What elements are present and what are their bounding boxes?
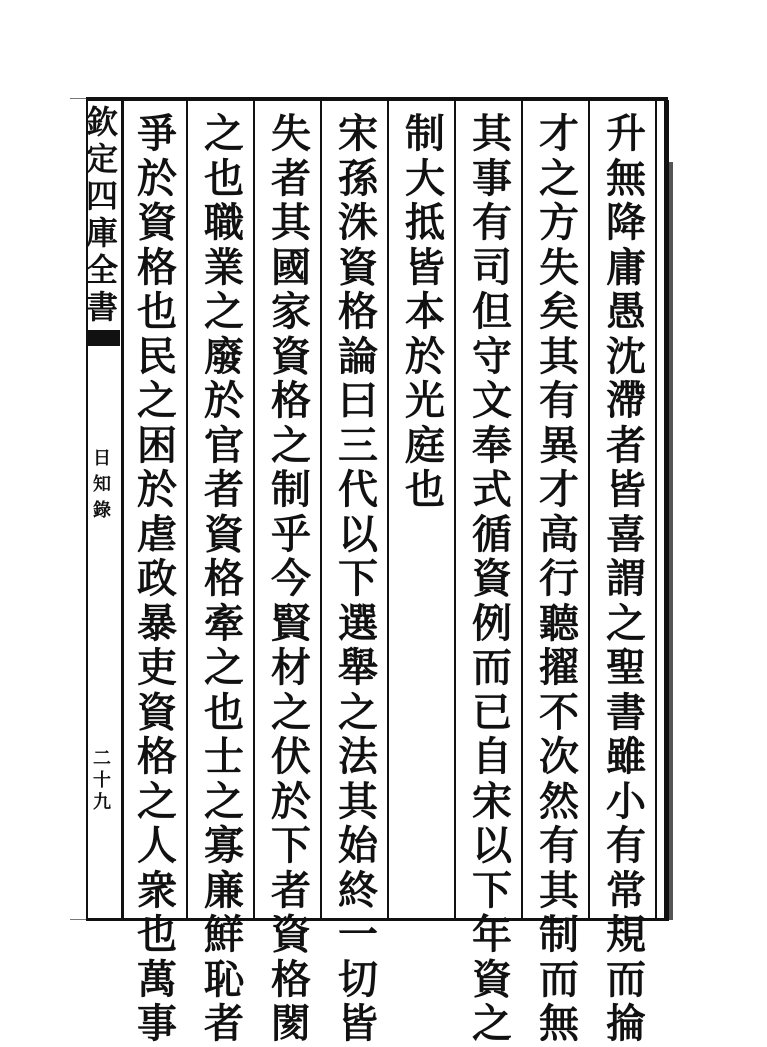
text-column-2: [530, 112, 588, 1047]
character: 恥: [204, 955, 244, 1003]
character: 家: [271, 288, 311, 335]
character: 資: [137, 199, 177, 246]
character: 日: [93, 448, 111, 469]
character: 下: [338, 555, 378, 602]
character: 而: [472, 644, 512, 691]
character: 二: [93, 748, 111, 769]
character: 也: [137, 911, 177, 958]
character: 之: [204, 777, 244, 825]
character: 舉: [338, 644, 378, 691]
character: 知: [93, 474, 111, 495]
character: 寡: [204, 822, 244, 869]
character: 司: [472, 243, 512, 291]
character: 爭: [137, 110, 177, 157]
character: 於: [137, 154, 177, 202]
character: 循: [472, 510, 512, 558]
character: 官: [204, 421, 244, 469]
character: 有: [539, 377, 579, 424]
character: 奉: [472, 421, 512, 469]
character: 以: [338, 510, 378, 558]
character: 不: [539, 688, 579, 736]
character: 光: [405, 377, 445, 424]
character: 格: [137, 243, 177, 291]
character: 也: [204, 154, 244, 202]
character: 其: [338, 777, 378, 825]
character: 謂: [606, 555, 646, 602]
character: 全: [85, 251, 118, 289]
character: 廉: [204, 866, 244, 914]
character: 今: [271, 555, 311, 602]
character: 也: [405, 466, 445, 513]
character: 其: [271, 199, 311, 246]
character: 於: [405, 332, 445, 380]
margin-book-title: [90, 446, 114, 524]
character: 失: [539, 243, 579, 291]
character: 牽: [204, 599, 244, 647]
character: 之: [137, 777, 177, 825]
character: 年: [472, 911, 512, 958]
fish-tail-mark: [88, 330, 120, 346]
character: 四: [85, 177, 118, 215]
character: 業: [204, 243, 244, 291]
character: 之: [539, 154, 579, 202]
character: 孫: [338, 154, 378, 202]
character: 方: [539, 199, 579, 246]
text-column-4: [396, 112, 454, 513]
character: 者: [606, 421, 646, 469]
character: 次: [539, 733, 579, 780]
text-column-7: [195, 112, 253, 1047]
character: 聽: [539, 599, 579, 647]
character: 升: [606, 110, 646, 157]
text-column-3: [463, 112, 521, 1047]
character: 之: [137, 377, 177, 424]
character: 愚: [606, 288, 646, 335]
character: 之: [606, 599, 646, 647]
character: 資: [137, 688, 177, 736]
character: 宋: [338, 110, 378, 157]
character: 已: [472, 688, 512, 736]
character: 人: [137, 822, 177, 869]
character: 而: [606, 955, 646, 1003]
character: 降: [606, 199, 646, 246]
character: 也: [204, 688, 244, 736]
character: 制: [271, 466, 311, 513]
character: 下: [472, 866, 512, 914]
character: 自: [472, 733, 512, 780]
character: 抵: [405, 199, 445, 246]
character: 本: [405, 288, 445, 335]
character: 宋: [472, 777, 512, 825]
text-column-8: [128, 112, 186, 1047]
text-column-6: [262, 112, 320, 1047]
character: 才: [539, 110, 579, 157]
character: 萬: [137, 955, 177, 1003]
character: 格: [271, 955, 311, 1003]
character: 之: [204, 110, 244, 157]
text-column-5: [329, 112, 387, 1047]
character: 高: [539, 510, 579, 558]
character: 九: [93, 792, 111, 813]
character: 之: [271, 688, 311, 736]
character: 之: [204, 644, 244, 691]
character: 十: [93, 770, 111, 791]
character: 資: [204, 510, 244, 558]
character: 小: [606, 777, 646, 825]
character: 而: [539, 955, 579, 1003]
character: 者: [271, 154, 311, 202]
character: 以: [472, 822, 512, 869]
character: 者: [271, 866, 311, 914]
character: 守: [472, 332, 512, 380]
character: 行: [539, 555, 579, 602]
character: 然: [539, 777, 579, 825]
character: 才: [539, 466, 579, 513]
character: 擢: [539, 644, 579, 691]
character: 例: [472, 599, 512, 647]
character: 滯: [606, 377, 646, 424]
character: 賢: [271, 599, 311, 647]
character: 資: [472, 955, 512, 1003]
character: 事: [137, 1000, 177, 1047]
character: 士: [204, 733, 244, 780]
character: 於: [271, 777, 311, 825]
character: 格: [137, 733, 177, 780]
character: 於: [137, 466, 177, 513]
character: 國: [271, 243, 311, 291]
text-column-1: [597, 112, 655, 1047]
character: 資: [271, 332, 311, 380]
character: 乎: [271, 510, 311, 558]
character: 者: [204, 466, 244, 513]
character: 法: [338, 733, 378, 780]
character: 皆: [338, 1000, 378, 1047]
character: 庫: [85, 214, 118, 252]
character: 民: [137, 332, 177, 380]
margin-page-number: [90, 748, 114, 814]
character: 掄: [606, 1000, 646, 1047]
character: 閡: [271, 1000, 311, 1047]
margin-title: [84, 104, 120, 326]
character: 無: [539, 1000, 579, 1047]
character: 困: [137, 421, 177, 469]
character: 伏: [271, 733, 311, 780]
character: 之: [271, 421, 311, 469]
character: 書: [85, 288, 118, 326]
character: 之: [338, 688, 378, 736]
character: 衆: [137, 866, 177, 914]
character: 有: [539, 822, 579, 869]
character: 格: [338, 288, 378, 335]
character: 下: [271, 822, 311, 869]
character: 資: [338, 243, 378, 291]
character: 定: [85, 140, 118, 178]
character: 喜: [606, 510, 646, 558]
character: 無: [606, 154, 646, 202]
character: 書: [606, 688, 646, 736]
character: 選: [338, 599, 378, 647]
character: 失: [271, 110, 311, 157]
character: 文: [472, 377, 512, 424]
character: 其: [539, 332, 579, 380]
character: 其: [472, 110, 512, 157]
character: 格: [204, 555, 244, 602]
character: 廢: [204, 332, 244, 380]
character: 也: [137, 288, 177, 335]
character: 規: [606, 911, 646, 958]
character: 洙: [338, 199, 378, 246]
character: 制: [539, 911, 579, 958]
character: 終: [338, 866, 378, 914]
character: 論: [338, 332, 378, 380]
character: 切: [338, 955, 378, 1003]
character: 始: [338, 822, 378, 869]
character: 材: [271, 644, 311, 691]
character: 政: [137, 555, 177, 602]
character: 職: [204, 199, 244, 246]
character: 式: [472, 466, 512, 513]
character: 矣: [539, 288, 579, 335]
character: 資: [472, 555, 512, 602]
character: 曰: [338, 377, 378, 424]
character: 異: [539, 421, 579, 469]
character: 聖: [606, 644, 646, 691]
character: 錄: [93, 500, 111, 521]
character: 制: [405, 110, 445, 157]
character: 事: [472, 154, 512, 202]
character: 大: [405, 154, 445, 202]
character: 有: [606, 822, 646, 869]
character: 資: [271, 911, 311, 958]
character: 虐: [137, 510, 177, 558]
character: 鮮: [204, 911, 244, 958]
character: 格: [271, 377, 311, 424]
character: 之: [472, 1000, 512, 1047]
character: 常: [606, 866, 646, 914]
character: 皆: [405, 243, 445, 291]
character: 皆: [606, 466, 646, 513]
character: 一: [338, 911, 378, 958]
character: 者: [204, 1000, 244, 1047]
character: 雖: [606, 733, 646, 780]
character: 之: [204, 288, 244, 335]
character: 庸: [606, 243, 646, 291]
character: 三: [338, 421, 378, 469]
character: 沈: [606, 332, 646, 380]
character: 庭: [405, 421, 445, 469]
character: 代: [338, 466, 378, 513]
character: 暴: [137, 599, 177, 647]
character: 欽: [85, 103, 118, 141]
character: 但: [472, 288, 512, 335]
character: 其: [539, 866, 579, 914]
character: 於: [204, 377, 244, 424]
character: 有: [472, 199, 512, 246]
character: 吏: [137, 644, 177, 691]
